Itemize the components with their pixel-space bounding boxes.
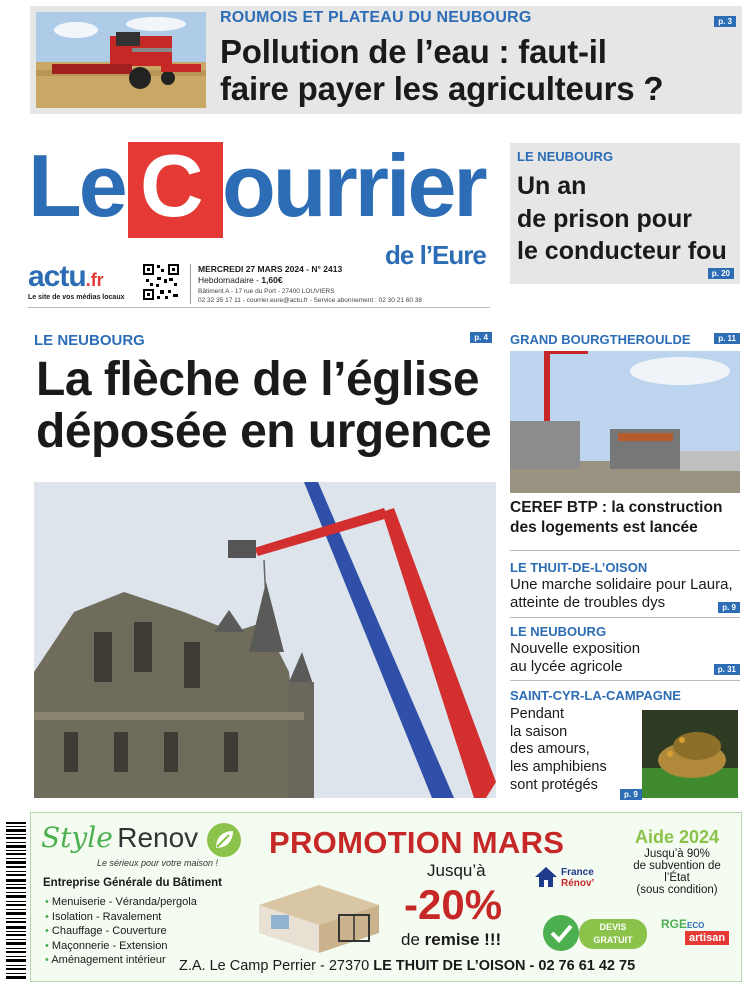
lead-story-page: p. 4 [470, 332, 492, 343]
story-ceref[interactable] [510, 330, 740, 545]
side-story-prison-line1: Un an [517, 172, 587, 200]
masthead-rule [28, 307, 490, 308]
story-exposition-line1: Nouvelle exposition [510, 640, 641, 657]
side-story-prison-page: p. 20 [708, 268, 734, 279]
masthead-divider [190, 264, 191, 304]
ad-eco-artisan: artisan [685, 931, 729, 945]
ad-promo-remise [401, 930, 501, 950]
ad-service-item: • Maçonnerie - Extension [45, 939, 168, 952]
ad-rge: RGEECO [661, 917, 705, 931]
ad-company: Entreprise Générale du Bâtiment [43, 877, 222, 889]
story-ceref-kicker: GRAND BOURGTHEROULDE [510, 332, 691, 347]
story-amphibiens-photo [642, 710, 738, 798]
story-ceref-title-line1: CEREF BTP : la construction [510, 499, 723, 516]
ad-promo-percent: -20% [404, 881, 503, 928]
frequency: Hebdomadaire - [198, 275, 262, 285]
ad-promo-title: PROMOTION MARS [269, 825, 565, 860]
issue-line: MERCREDI 27 MARS 2024 - N° 2413 [198, 264, 343, 274]
side-story-prison-line3: le conducteur fou [517, 237, 727, 265]
ad-slogan: Le sérieux pour votre maison ! [97, 858, 219, 868]
story-amphibiens-kicker: SAINT-CYR-LA-CAMPAGNE [510, 688, 681, 703]
story-amphibiens[interactable] [510, 686, 740, 801]
ad-service-item: • Chauffage - Couverture [45, 925, 167, 937]
check-icon [543, 915, 579, 951]
masthead-title-le: Le [28, 136, 125, 235]
side-story-prison-kicker: LE NEUBOURG [517, 149, 614, 164]
leaf-icon [207, 823, 241, 857]
story-amphibiens-line5: sont protégés [510, 776, 598, 793]
story-amphibiens-page: p. 9 [620, 789, 642, 800]
house-icon [533, 865, 559, 889]
ad-services [45, 895, 197, 968]
story-amphibiens-line4: les amphibiens [510, 759, 607, 776]
masthead-title-c: C [140, 136, 204, 235]
barcode-icon [6, 822, 26, 980]
lead-story-headline-line2: déposée en urgence [36, 404, 492, 458]
top-story-kicker: ROUMOIS ET PLATEAU DU NEUBOURG [220, 9, 532, 26]
story-exposition-kicker: LE NEUBOURG [510, 624, 607, 639]
story-amphibiens-line2: la saison [510, 723, 568, 740]
ad-address-bold: LE THUIT DE L’OISON - 02 76 61 42 75 [373, 958, 636, 974]
story-ceref-title-line2: des logements est lancée [510, 519, 698, 537]
story-marche-page: p. 9 [718, 602, 740, 613]
story-exposition[interactable] [510, 622, 740, 677]
qr-code-icon[interactable] [142, 263, 180, 301]
ad-promo-remise-bold: remise !!! [424, 930, 502, 949]
story-ceref-photo [510, 351, 740, 493]
top-story-headline[interactable] [220, 34, 663, 108]
story-marche-line1: Une marche solidaire pour Laura, [510, 576, 733, 593]
story-exposition-title [510, 640, 640, 676]
actu-logo-text: actu [28, 260, 86, 293]
advertisement[interactable] [30, 812, 742, 982]
lead-story-headline [36, 354, 491, 458]
ad-aid: Aide 2024 Jusqu’à 90% de subvention de l’État (sous condition) [633, 827, 721, 896]
rule-a [510, 550, 740, 551]
house-illustration [249, 875, 389, 953]
top-story-page: p. 3 [714, 16, 736, 27]
story-marche-line2: atteinte de troubles dys [510, 594, 666, 611]
ad-brand-renov: Renov [117, 822, 199, 853]
ad-france-renov: France Rénov’ [561, 867, 595, 889]
ad-address [179, 958, 635, 974]
rule-b [510, 617, 740, 618]
side-story-prison-headline [517, 170, 727, 268]
top-story-banner[interactable] [30, 6, 742, 114]
ad-address-plain: Z.A. Le Camp Perrier - 27370 [179, 958, 374, 974]
masthead-subtitle: de l’Eure [385, 240, 486, 270]
ad-promo-upto: Jusqu’à [427, 861, 486, 880]
story-amphibiens-line3: des amours, [510, 741, 590, 758]
side-story-prison-line2: de prison pour [517, 204, 692, 233]
right-column [510, 330, 740, 805]
actu-tagline: Le site de vos médias locaux [28, 294, 125, 301]
top-story-headline-line1: Pollution de l’eau : faut-il [220, 33, 607, 70]
story-amphibiens-title [510, 706, 607, 794]
story-exposition-line2: au lycée agricole [510, 658, 623, 675]
devis-gratuit-badge[interactable]: DEVIS GRATUIT [579, 919, 647, 949]
story-marche-kicker: LE THUIT-DE-L’OISON [510, 560, 648, 575]
contact: 02 32 35 17 11 - courrier.eure@actu.fr - Service abonnement : 02 30 21 60 38 [198, 297, 423, 304]
top-story-photo [36, 12, 206, 108]
actu-logo-tld: .fr [85, 270, 104, 290]
story-ceref-page: p. 11 [714, 333, 740, 344]
story-exposition-page: p. 31 [714, 664, 740, 675]
story-marche[interactable] [510, 558, 740, 613]
lead-story-kicker: LE NEUBOURG [34, 332, 145, 349]
top-story-headline-line2: faire payer les agriculteurs ? [220, 69, 664, 107]
actu-logo[interactable] [28, 260, 104, 294]
story-marche-title [510, 576, 733, 612]
price: 1,60€ [261, 275, 283, 285]
address: Bâtiment A - 17 rue du Port - 27400 LOUVIERS [198, 288, 335, 295]
rule-c [510, 680, 740, 681]
story-amphibiens-line1: Pendant [510, 706, 565, 722]
lead-story-photo [34, 482, 496, 798]
lead-story[interactable] [34, 330, 496, 800]
ad-brand [41, 821, 198, 854]
ad-service-item: • Isolation - Ravalement [45, 910, 162, 923]
frequency-price [198, 275, 283, 285]
lead-story-headline-line1: La flèche de l’église [36, 353, 480, 406]
story-ceref-title [510, 498, 722, 538]
side-story-prison[interactable] [510, 143, 740, 284]
masthead-title-rest: ourrier [222, 136, 485, 235]
ad-brand-style: Style [41, 821, 113, 854]
ad-service-item: • Aménagement intérieur [45, 954, 166, 966]
ad-service-item: • Menuiserie - Véranda/pergola [45, 896, 197, 908]
ad-promo-remise-de: de [401, 930, 425, 949]
